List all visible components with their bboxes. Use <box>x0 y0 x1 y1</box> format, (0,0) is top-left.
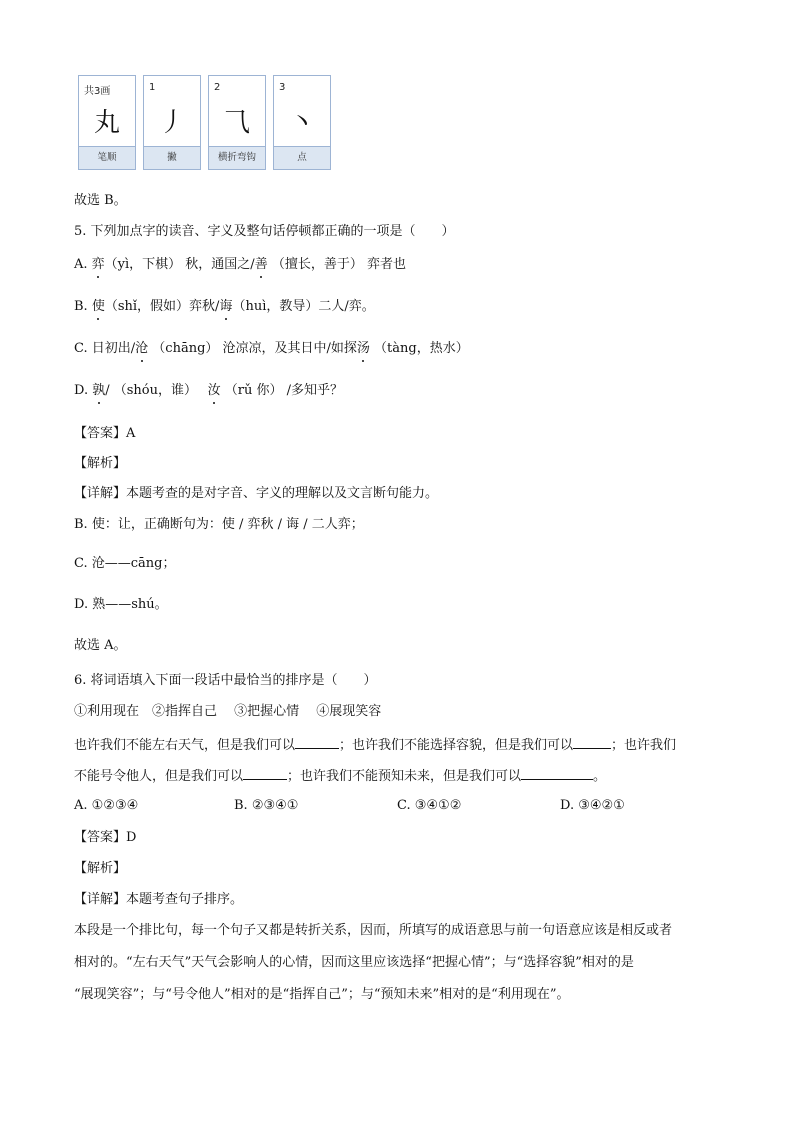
text-run: 不能号令他人，但是我们可以 <box>74 769 244 784</box>
text-run: （擅长，善于） 弈者也 <box>267 257 406 272</box>
q6-options <box>74 797 694 815</box>
stroke-label: 笔顺 <box>79 146 135 169</box>
q6-passage-line-1 <box>74 735 676 755</box>
text-run: 。 <box>593 769 607 784</box>
stroke-label: 点 <box>274 146 330 169</box>
dotted-char: 使 <box>91 299 105 314</box>
q5-detail: 【详解】本题考查的是对字音、字义的理解以及文言断句能力。 <box>74 486 439 501</box>
stroke-cell-3 <box>273 75 331 170</box>
text-run: （rǔ 你） /多知乎？ <box>220 383 344 398</box>
q6-option-d: D. ③④②① <box>560 798 625 813</box>
stroke-glyph: 丿 <box>158 108 185 138</box>
text-run: / （shóu，谁） <box>105 383 208 398</box>
q5-note-d: D. 熟——shú。 <box>74 597 168 612</box>
stroke-number: 1 <box>149 82 156 93</box>
text-run: （tàng，热水） <box>369 341 469 356</box>
q5-question: 5. 下列加点字的读音、字义及整句话停顿都正确的一项是（ ） <box>74 224 455 239</box>
stroke-glyph: 丶 <box>288 108 315 138</box>
text-run: （yì，下棋） 秋，通国之/ <box>104 257 255 272</box>
q6-explanation-line-3: “展现笑容”；与“号令他人”相对的是“指挥自己”；与“预知未来”相对的是“利用现在”。 <box>74 987 570 1002</box>
stroke-cell-2 <box>208 75 266 170</box>
text-run: ；也许我们不能预知未来，但是我们可以 <box>287 769 522 784</box>
q6-analysis: 【解析】 <box>74 861 127 876</box>
dotted-char: 汝 <box>207 383 221 398</box>
fill-blank <box>521 766 593 780</box>
dotted-char: 诲 <box>219 299 233 314</box>
text-run: C. 日初出/ <box>74 341 136 356</box>
q6-option-a: A. ①②③④ <box>74 798 139 813</box>
dotted-char: 汤 <box>356 341 370 356</box>
text-run: B. <box>74 299 92 314</box>
stroke-label: 横折弯钩 <box>209 146 265 169</box>
q6-items: ①利用现在 ②指挥自己 ③把握心情 ④展现笑容 <box>74 704 382 719</box>
text-run: （chāng） 沧凉凉，及其日中/如探 <box>148 341 357 356</box>
q5-option-c <box>74 340 469 358</box>
fill-blank <box>243 766 287 780</box>
stroke-glyph: ⺄ <box>223 108 250 138</box>
stroke-number: 2 <box>214 82 221 93</box>
q5-analysis: 【解析】 <box>74 456 127 471</box>
q5-option-d <box>74 382 343 400</box>
q5-note-b: B. 使：让，正确断句为：使 / 弈秋 / 诲 / 二人弈； <box>74 517 364 532</box>
fill-blank <box>573 735 611 749</box>
stroke-label: 撇 <box>144 146 200 169</box>
text-run: ；也许我们不能选择容貌，但是我们可以 <box>339 738 574 753</box>
dotted-char: 善 <box>254 257 268 272</box>
dotted-char: 孰 <box>92 383 106 398</box>
q6-option-b: B. ②③④① <box>234 798 299 813</box>
dotted-char: 弈 <box>91 257 105 272</box>
text-run: A. <box>74 257 92 272</box>
q5-conclusion: 故选 A。 <box>74 638 127 653</box>
stroke-cell-total <box>78 75 136 170</box>
stroke-number: 3 <box>279 82 286 93</box>
q6-answer: 【答案】D <box>74 830 137 845</box>
q6-explanation-line-2: 相对的。“左右天气”天气会影响人的心情，因而这里应该选择“把握心情”；与“选择容貌”相对的是 <box>74 955 634 970</box>
text-run: （huì，教导）二人/弈。 <box>232 299 375 314</box>
q5-answer: 【答案】A <box>74 426 136 441</box>
stroke-cell-1 <box>143 75 201 170</box>
q6-question: 6. 将词语填入下面一段话中最恰当的排序是（ ） <box>74 673 377 688</box>
q5-option-a <box>74 256 406 274</box>
fill-blank <box>295 735 339 749</box>
q6-option-c: C. ③④①② <box>397 798 462 813</box>
q5-note-c: C. 沧——cāng； <box>74 556 176 571</box>
text-run: （shǐ，假如）弈秋/ <box>104 299 220 314</box>
text-run: ；也许我们 <box>611 738 677 753</box>
q6-passage-line-2 <box>74 766 606 786</box>
q5-option-b <box>74 298 375 316</box>
q6-explanation-line-1: 本段是一个排比句，每一个句子又都是转折关系，因而，所填写的成语意思与前一句语意应该是相反或者 <box>74 923 673 938</box>
q6-detail: 【详解】本题考查句子排序。 <box>74 892 244 907</box>
stroke-glyph: 丸 <box>93 108 120 138</box>
dotted-char: 沧 <box>135 341 149 356</box>
text-run: D. <box>74 383 93 398</box>
q4-conclusion: 故选 B。 <box>74 193 127 208</box>
stroke-count: 共3画 <box>84 86 111 97</box>
text-run: 也许我们不能左右天气，但是我们可以 <box>74 738 296 753</box>
